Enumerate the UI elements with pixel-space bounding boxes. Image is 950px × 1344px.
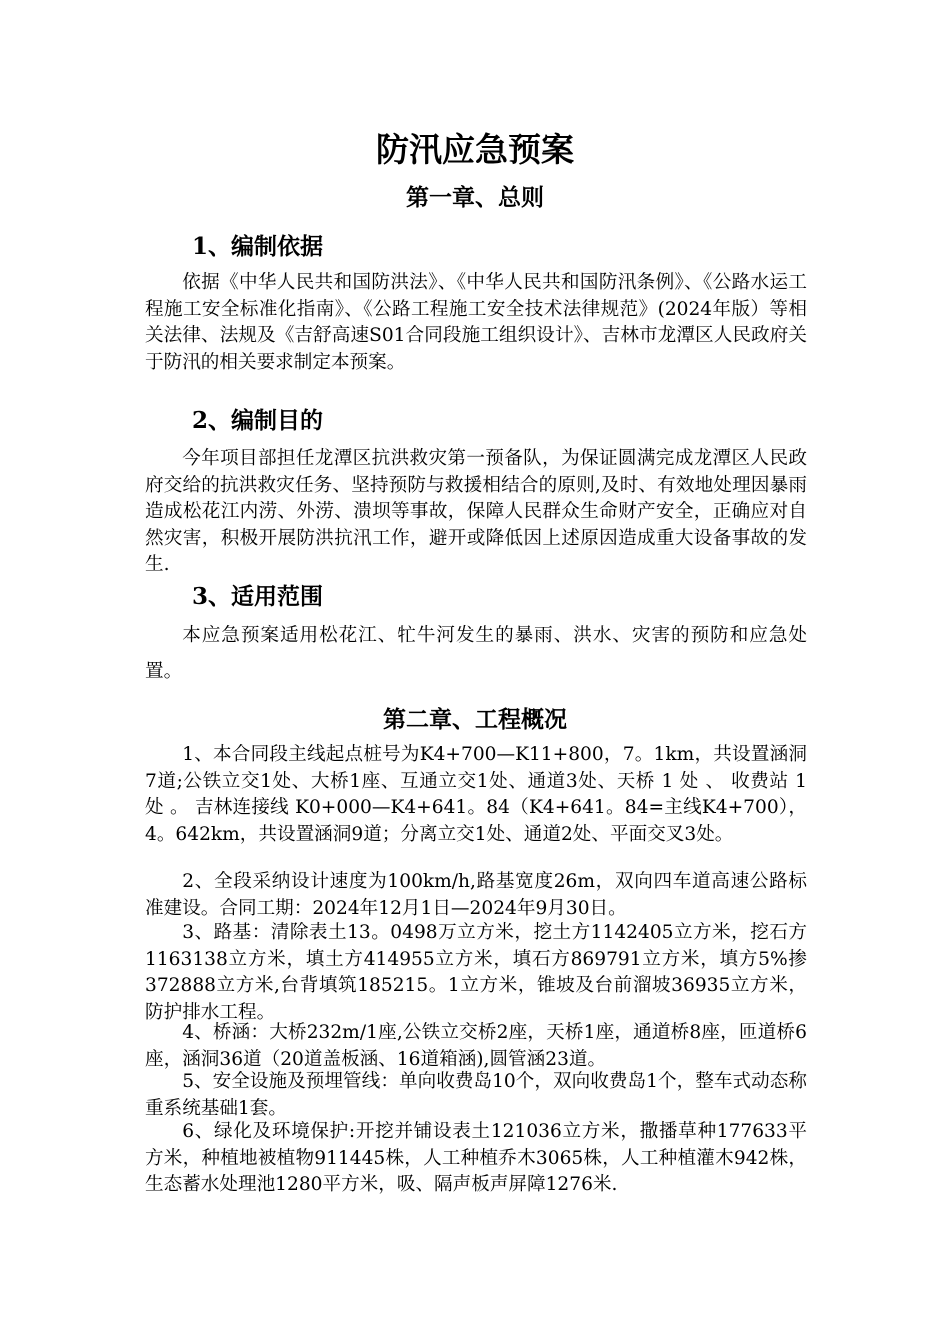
document-title: 防汛应急预案 [376,130,574,169]
section-3-text: 本应急预案适用松花江、牤牛河发生的暴雨、洪水、灾害的预防和应急处置。 [145,625,807,682]
project-item-5: 5、安全设施及预埋管线：单向收费岛10个，双向收费岛1个，整车式动态称重系统基础1套。 [145,1071,807,1119]
project-item-4: 4、桥涵：大桥232m/1座,公铁立交桥2座，天桥1座，通道桥8座，匝道桥6座，涵洞36道（20道盖板涵、16道箱涵),圆管涵23道。 [145,1022,807,1070]
chapter-2-heading: 第二章、工程概况 [383,706,567,733]
section-1-text: 依据《中华人民共和国防洪法》、《中华人民共和国防汛条例》、《公路水运工程施工安全标准化指南》、《公路工程施工安全技术法律规范》(2024年版）等相关法律、法规及《吉舒高速S01合同段施工组织设计》、吉林市龙潭区人民政府关于防汛的相关要求制定本预案。 [145,272,807,373]
section-2-text: 今年项目部担任龙潭区抗洪救灾第一预备队，为保证圆满完成龙潭区人民政府交给的抗洪救灾任务、坚持预防与救援相结合的原则,及时、有效地处理因暴雨造成松花江内涝、外涝、溃坝等事故，保障人民群众生命财产安全，正确应对自然灾害，积极开展防洪抗汛工作，避开或降低因上述原因造成重大设备事故的发生. [145,448,807,576]
project-item-6: 6、绿化及环境保护:开挖并铺设表土121036立方米，撒播草种177633平方米，种植地被植物911445株，人工种植乔木3065株，人工种植灌木942株，生态蓄水处理池1280平方米，吸、隔声板声屏障1276米. [145,1121,807,1196]
project-item-3: 3、路基：清除表土13。0498万立方米，挖土方1142405立方米，挖石方1163138立方米，填土方414955立方米，填石方869791立方米，填方5%掺372888立方米,台背填筑185215。1立方米，锥坡及台前溜坡36935立方米，防护排水工程。 [145,922,807,1023]
section-3-heading: 3、适用范围 [192,583,324,610]
project-item-1: 1、本合同段主线起点桩号为K4+700—K11+800，7。1km，共设置涵洞7道;公铁立交1处、大桥1座、互通立交1处、通道3处、天桥 1 处 、 收费站 1 处 。 吉林连接线 K0+000—K4+641。84（K4+641。84=主线K4+700），4。642km，共设置涵洞9道；分离立交1处、通道2处、平面交叉3处。 [145,744,807,845]
chapter-1-heading: 第一章、总则 [406,184,544,211]
project-item-2: 2、全段采纳设计速度为100km/h,路基宽度26m，双向四车道高速公路标准建设。合同工期：2024年12月1日—2024年9月30日。 [145,871,807,919]
section-2-heading: 2、编制目的 [192,407,324,434]
section-1-heading: 1、编制依据 [192,233,324,260]
